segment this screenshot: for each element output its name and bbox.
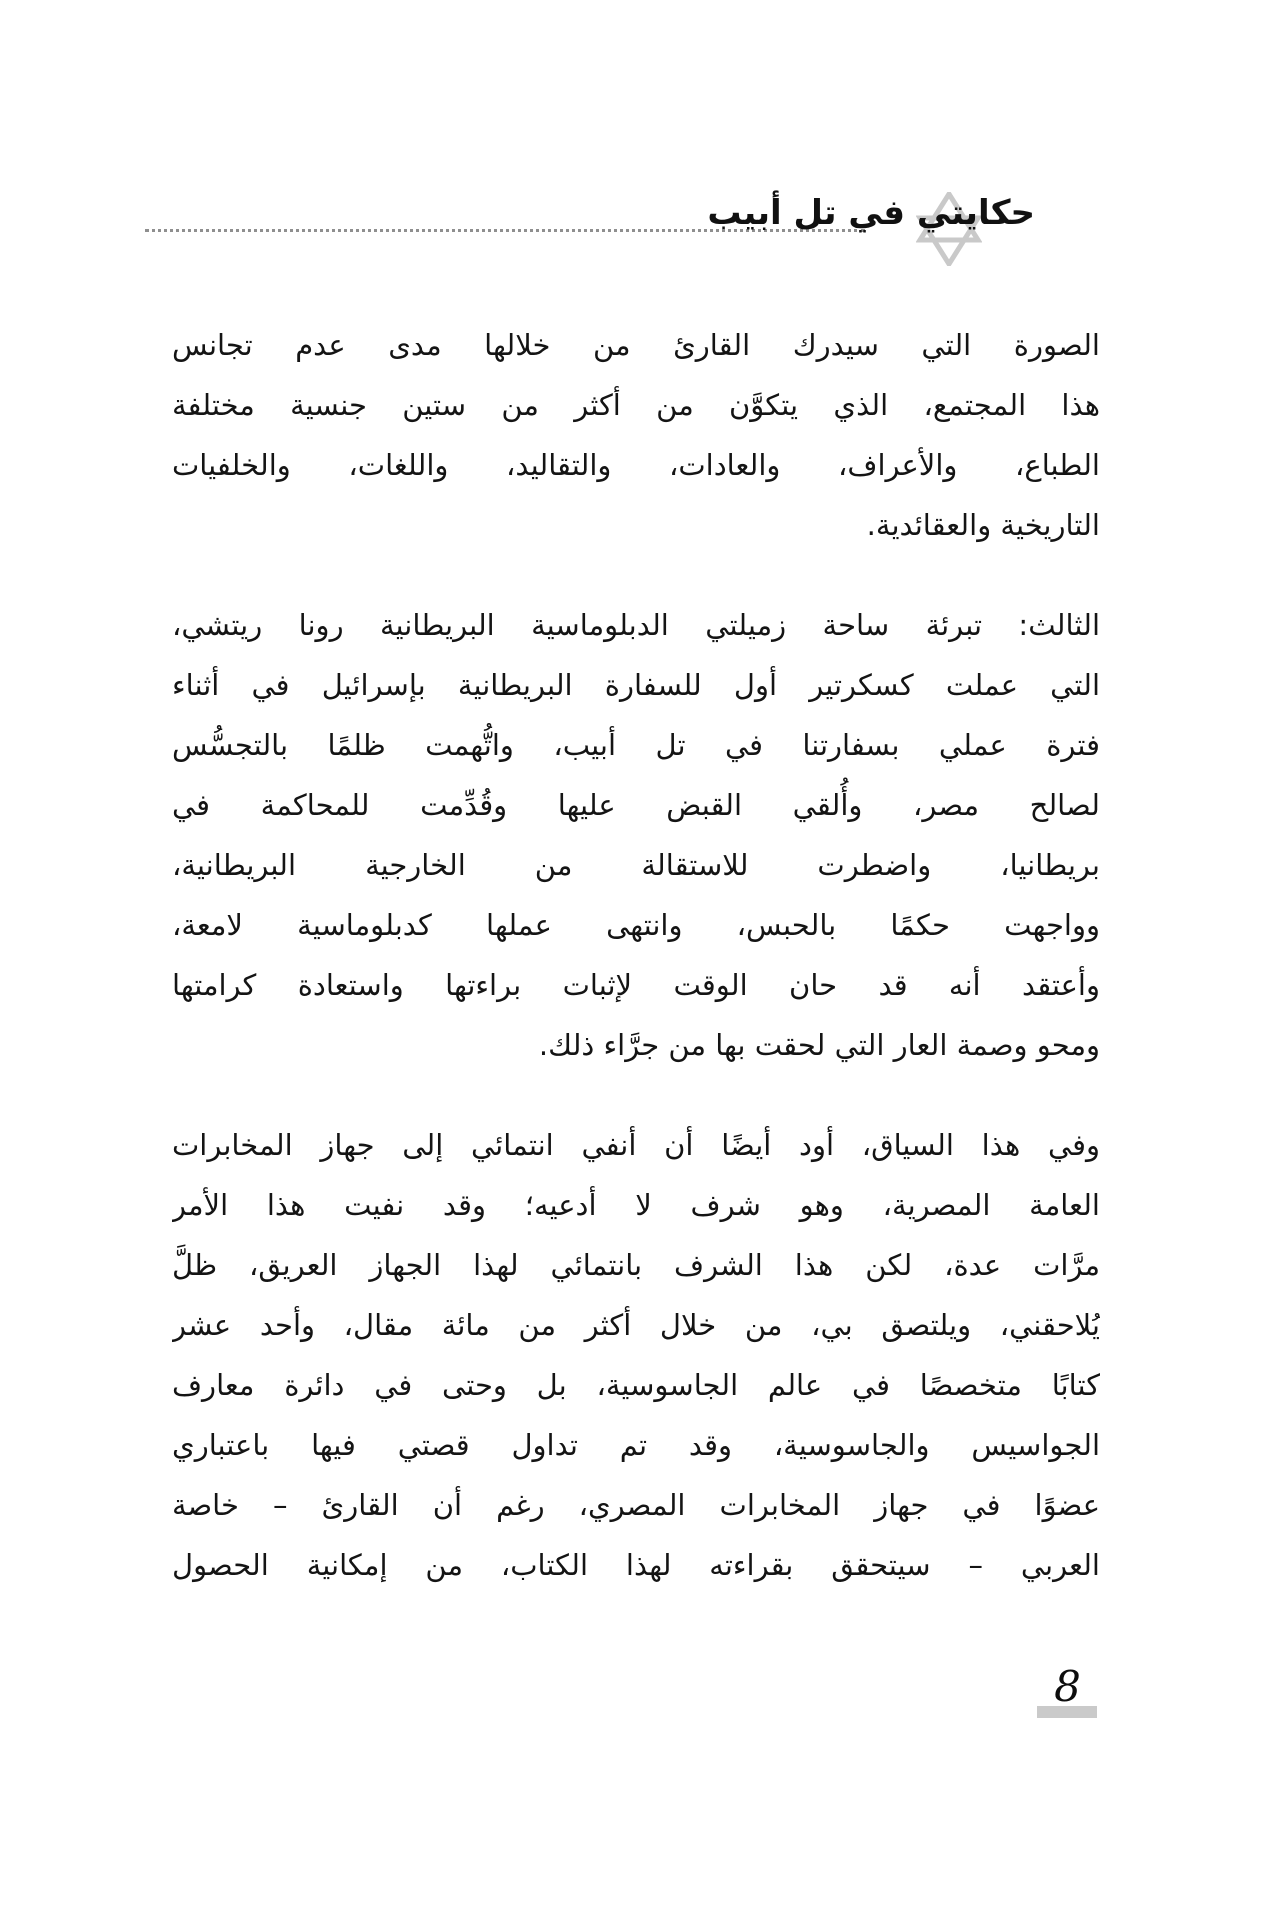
text-line: وواجهت حكمًا بالحبس، وانتهى عملها كدبلوماسية لامعة،: [172, 908, 1100, 942]
paragraph-3: [172, 1115, 1100, 1595]
paragraph-2: [172, 595, 1100, 1075]
text-line: الطباع، والأعراف، والعادات، والتقاليد، واللغات، والخلفيات: [172, 448, 1100, 482]
text-line: العامة المصرية، وهو شرف لا أدعيه؛ وقد نفيت هذا الأمر: [172, 1188, 1100, 1222]
book-title: حكايتي في تل أبيب: [707, 193, 1035, 233]
text-line: مرَّات عدة، لكن هذا الشرف بانتمائي لهذا الجهاز العريق، ظلَّ: [172, 1248, 1100, 1282]
page-header: [0, 0, 1280, 270]
text-line: هذا المجتمع، الذي يتكوَّن من أكثر من ستين جنسية مختلفة: [172, 388, 1100, 422]
text-line: لصالح مصر، وأُلقي القبض عليها وقُدِّمت للمحاكمة في: [172, 788, 1100, 822]
text-line: الصورة التي سيدرك القارئ من خلالها مدى عدم تجانس: [172, 328, 1100, 362]
text-line: العربي – سيتحقق بقراءته لهذا الكتاب، من إمكانية الحصول: [172, 1548, 1100, 1582]
text-line: عضوًا في جهاز المخابرات المصري، رغم أن القارئ – خاصة: [172, 1488, 1100, 1522]
text-line: ومحو وصمة العار التي لحقت بها من جرَّاء ذلك.: [538, 1028, 1100, 1062]
text-line: فترة عملي بسفارتنا في تل أبيب، واتُّهمت ظلمًا بالتجسُّس: [172, 728, 1100, 762]
text-line: التاريخية والعقائدية.: [866, 508, 1100, 542]
text-line: الثالث: تبرئة ساحة زميلتي الدبلوماسية البريطانية رونا ريتشي،: [172, 608, 1100, 642]
text-line: وفي هذا السياق، أود أيضًا أن أنفي انتمائي إلى جهاز المخابرات: [172, 1128, 1100, 1162]
page-number: 8: [1054, 1662, 1081, 1711]
page-content: [172, 315, 1100, 1595]
text-line: وأعتقد أنه قد حان الوقت لإثبات براءتها واستعادة كرامتها: [172, 968, 1100, 1002]
text-line: يُلاحقني، ويلتصق بي، من خلال أكثر من مائة مقال، وأحد عشر: [172, 1308, 1100, 1342]
paragraph-1: [172, 315, 1100, 555]
text-line: كتابًا متخصصًا في عالم الجاسوسية، بل وحتى في دائرة معارف: [172, 1368, 1100, 1402]
text-line: بريطانيا، واضطرت للاستقالة من الخارجية البريطانية،: [172, 848, 1100, 882]
text-line: التي عملت كسكرتير أول للسفارة البريطانية بإسرائيل في أثناء: [172, 668, 1100, 702]
text-line: الجواسيس والجاسوسية، وقد تم تداول قصتي فيها باعتباري: [172, 1428, 1100, 1462]
